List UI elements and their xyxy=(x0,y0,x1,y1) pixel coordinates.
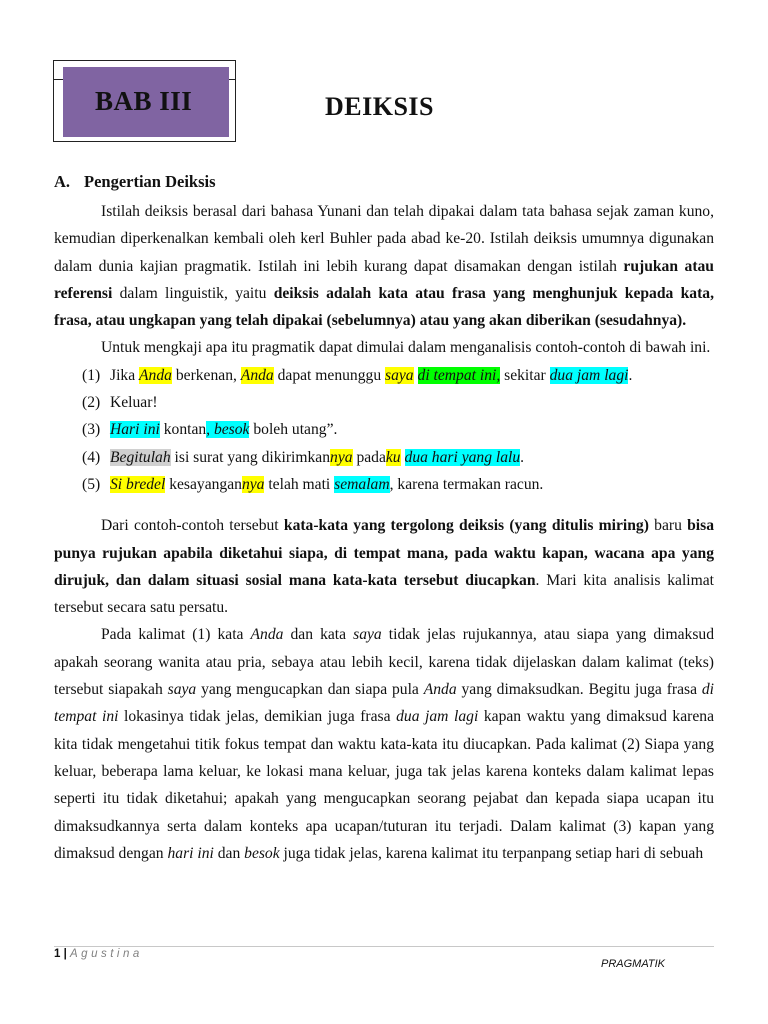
bold-phrase: kata-kata yang tergolong deiksis (yang ditulis miring) xyxy=(283,517,649,535)
footer-author: Agustina xyxy=(70,948,143,960)
paragraph-3: Dari contoh-contoh tersebut kata-kata yang tergolong deiksis (yang ditulis miring) baru bisa punya rujukan apabila diketahui siapa, di tempat mana, pada waktu kapan, wacana apa yang dirujuk, dan dalam situasi sosial mana kata-kata tersebut diucapkan. Mari kita analisis kalimat tersebut secara satu persatu. xyxy=(54,517,714,617)
page-title: DEIKSIS xyxy=(325,92,434,121)
deixis-highlight: Begitulah xyxy=(110,448,171,466)
example-list xyxy=(54,362,714,498)
section-number: A. xyxy=(54,172,71,191)
section-heading xyxy=(54,168,714,196)
deixis-highlight: ku xyxy=(385,448,401,466)
deixis-highlight: dua hari yang lalu xyxy=(404,448,521,466)
example-number: (3) xyxy=(82,421,101,439)
deixis-highlight: nya xyxy=(241,475,265,493)
text-run: Istilah deiksis berasal dari bahasa Yunani dan telah dipakai dalam tata bahasa sejak zaman kuno, kemudian diperkenalkan kembali oleh kerl Buhler pada abad ke-20. Istilah deiksis umumnya digunakan dalam dunia kajian pragmatik. Istilah ini lebih kurang dapat disamakan dengan istilah xyxy=(54,203,714,275)
deixis-highlight: semalam xyxy=(334,475,390,493)
footer-separator: | xyxy=(60,948,71,960)
paragraph-1 xyxy=(54,198,714,334)
paragraph-2: Untuk mengkaji apa itu pragmatik dapat dimulai dalam menganalisis contoh-contoh di bawah ini. xyxy=(101,339,711,357)
example-number: (2) xyxy=(82,394,101,412)
example-item-3: (3) Hari ini kontan, besok boleh utang”. xyxy=(54,416,714,443)
bold-phrase: bisa punya rujukan apabila diketahui siapa, di tempat mana, pada waktu kapan, wacana apa yang dirujuk, dan dalam situasi sosial mana kata-kata tersebut diucapkan xyxy=(54,517,714,589)
section-title: Pengertian Deiksis xyxy=(84,172,216,191)
example-number: (4) xyxy=(82,448,101,466)
chapter-label: BAB III xyxy=(95,86,193,116)
text-run: dalam linguistik, yaitu xyxy=(112,284,274,302)
page-number: 1 xyxy=(54,948,61,960)
footer-page-info xyxy=(54,948,143,960)
document-body xyxy=(54,168,714,867)
footer-course: PRAGMATIK xyxy=(601,958,665,970)
paragraph-4: Pada kalimat (1) kata Anda dan kata saya tidak jelas rujukannya, atau siapa yang dimaksud apakah seorang wanita atau pria, sebaya atau lebih kecil, karena tidak dijelaskan dalam kalimat (teks) tersebut siapakah saya yang mengucapkan dan siapa pula Anda yang dimaksudkan. Begitu juga frasa di tempat ini lokasinya tidak jelas, demikian juga frasa dua jam lagi kapan waktu yang dimaksud karena kita tidak mengetahui titik fokus tempat dan waktu kata-kata itu diucapkan. Pada kalimat (2) Siapa yang keluar, beberapa lama keluar, ke lokasi mana keluar, juga tak jelas karena konteks dalam kalimat lepas seperti itu tidak diketahui; apakah yang mengucapkan seorang pejabat dan kepada siapa ucapan itu dimaksudkannya serta dalam konteks apa ucapan/tuturan itu terjadi. Dalam kalimat (3) kapan yang dimaksud dengan hari ini dan besok juga tidak jelas, karena kalimat itu terpanpang setiap hari di sebuah xyxy=(54,626,715,862)
italic-term: Anda xyxy=(423,681,457,699)
deixis-highlight: di tempat ini, xyxy=(417,366,501,384)
italic-term: dua jam lagi xyxy=(396,708,479,726)
example-item-2: (2) Keluar! xyxy=(54,389,714,416)
deixis-highlight: Anda xyxy=(240,366,274,384)
italic-term: di tempat ini xyxy=(54,681,715,726)
bold-term: rujukan atau referensi xyxy=(54,257,714,302)
deixis-highlight: dua jam lagi xyxy=(549,366,629,384)
deixis-highlight: saya xyxy=(385,366,414,384)
italic-term: saya xyxy=(353,626,382,644)
deixis-highlight: nya xyxy=(330,448,353,466)
deixis-highlight: Hari ini xyxy=(110,421,160,439)
paragraph-spacer xyxy=(54,498,714,512)
example-number: (1) xyxy=(82,366,101,384)
example-item-4: (4) Begitulah isi surat yang dikirimkannya padaku dua hari yang lalu. xyxy=(54,444,714,471)
example-number: (5) xyxy=(82,475,101,493)
example-item-1: (1) Jika Anda berkenan, Anda dapat menunggu saya di tempat ini, sekitar dua jam lagi. xyxy=(54,362,714,389)
footer-divider xyxy=(54,946,714,947)
example-item-5: (5) Si bredel kesayangannya telah mati semalam, karena termakan racun. xyxy=(54,471,714,498)
italic-term: Anda xyxy=(250,626,284,644)
deixis-highlight: Si bredel xyxy=(110,475,166,493)
deixis-highlight: Anda xyxy=(139,366,172,384)
bold-definition: deiksis adalah kata atau frasa yang menghunjuk kepada kata, frasa, atau ungkapan yang telah dipakai (sebelumnya) atau yang akan diberikan (sesudahnya). xyxy=(54,284,714,330)
deixis-highlight: , besok xyxy=(206,421,250,439)
italic-term: besok xyxy=(244,844,280,862)
italic-term: saya xyxy=(167,681,197,699)
italic-term: hari ini xyxy=(167,844,214,862)
